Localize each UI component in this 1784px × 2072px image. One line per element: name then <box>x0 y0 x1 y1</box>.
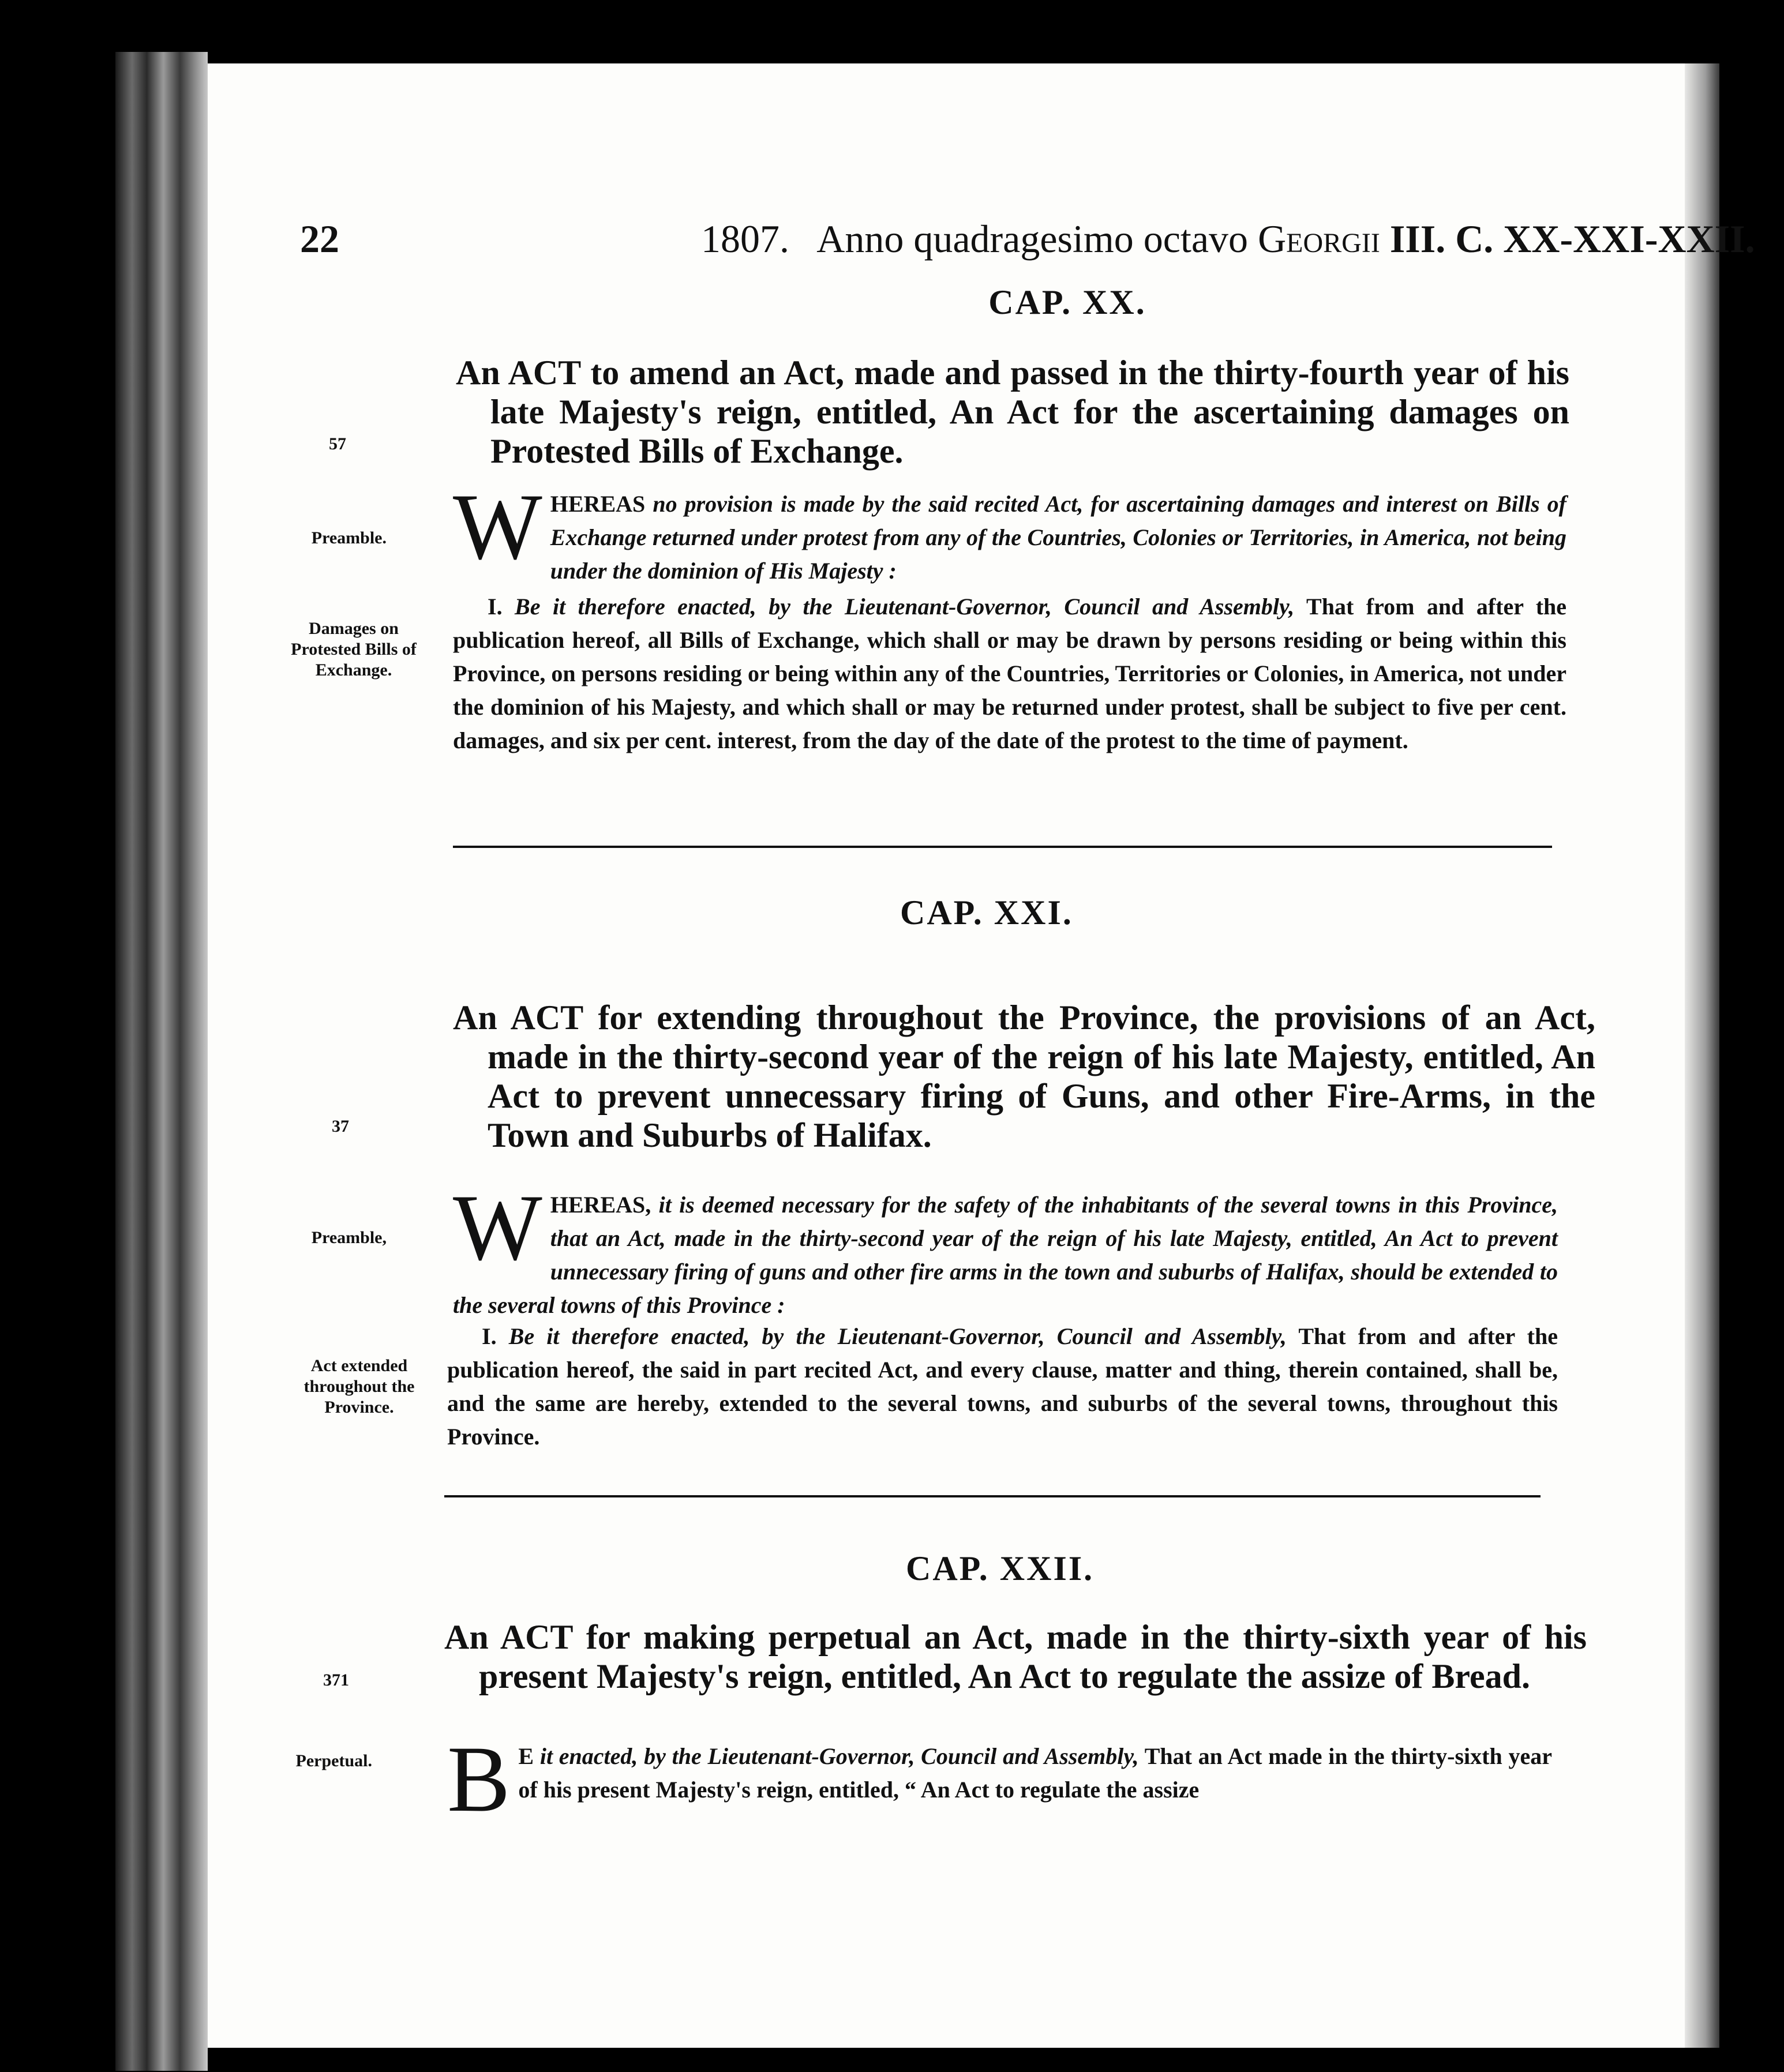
cap20-divider-rule <box>453 846 1552 848</box>
running-head-chapters: C. XX-XXI-XXII. <box>1455 217 1755 261</box>
cap20-title: An ACT to amend an Act, made and passed in the thirty-fourth year of his late Majesty's reign, entitled, An Act for the ascertaining damages on Protested Bills of Exchange. <box>456 354 1569 470</box>
cap21-margin-preamble: Preamble, <box>311 1228 387 1247</box>
cap21-preamble-lead: HEREAS, <box>550 1192 651 1218</box>
running-head <box>239 211 1755 274</box>
cap22-enact-lead: E <box>518 1743 534 1769</box>
cap21-dropcap: W <box>453 1176 542 1280</box>
cap20-enact-text: That from and after the publication hereof, all Bills of Exchange, which shall or may be drawn by persons residing or being within this Province, on persons residing or being within any of the Countries, Territories or Colonies, in America, not under the dominion of his Majesty, and which shall or may be returned under protest, shall be subject to five per cent. damages, and six per cent. interest, from the day of the date of the protest to the time of payment. <box>453 594 1567 753</box>
cap20-preamble-text: no provision is made by the said recited Act, for ascertaining damages and interest on Bills of Exchange returned under protest from any of the Countries, Colonies or Territories, in America, not being under the dominion of His Majesty : <box>550 491 1567 584</box>
cap22-enact-text: That an Act made in the thirty-sixth year of his present Majesty's reign, entitled, “ An Act to regulate the assize <box>518 1743 1552 1803</box>
cap20-heading: CAP. XX. <box>988 283 1146 321</box>
cap21-enactment <box>447 1320 1558 1454</box>
cap20-preamble <box>453 475 1567 588</box>
cap22-margin-ref: 371 <box>323 1671 349 1690</box>
cap21-title: An ACT for extending throughout the Province, the provisions of an Act, made in the thirty-second year of the reign of his late Majesty, entitled, An Act to prevent unnecessary firing of Guns, and other Fire-Arms, in the Town and Suburbs of Halifax. <box>453 999 1595 1154</box>
cap20-enactment <box>453 590 1566 757</box>
cap21-enact-text: That from and after the publication hereof, the said in part recited Act, and every clause, matter and thing, therein contained, shall be, and the same are hereby, extended to the several towns, and suburbs of the several towns, throughout this Province. <box>447 1323 1558 1450</box>
cap20-margin-ref: 57 <box>329 434 346 453</box>
cap22-margin-note: Perpetual. <box>295 1751 372 1770</box>
cap21-preamble <box>453 1176 1558 1322</box>
cap22-heading: CAP. XXII. <box>906 1549 1095 1587</box>
running-head-king: Georgii <box>1258 217 1380 261</box>
page-number: 22 <box>300 217 339 261</box>
running-head-year: 1807. <box>701 217 789 261</box>
running-head-text <box>701 216 1755 262</box>
running-head-regnal: III. <box>1389 217 1446 261</box>
cap22-enactment <box>447 1727 1552 1831</box>
cap20-margin-preamble: Preamble. <box>311 528 387 547</box>
running-head-anno: Anno quadragesimo octavo <box>816 217 1249 261</box>
cap20-enact-num: I. <box>488 594 503 620</box>
cap21-enact-num: I. <box>482 1323 497 1349</box>
cap22-title: An ACT for making perpetual an Act, made in the thirty-sixth year of his present Majesty's reign, entitled, An Act to regulate the assize of Bread. <box>444 1618 1587 1695</box>
cap20-dropcap: W <box>453 475 542 579</box>
cap20-preamble-lead: HEREAS <box>550 491 646 517</box>
cap22-dropcap: B <box>447 1727 511 1831</box>
cap21-enact-italic: Be it therefore enacted, by the Lieutenant-Governor, Council and Assembly, <box>508 1323 1287 1349</box>
cap21-preamble-text: it is deemed necessary for the safety of the inhabitants of the several towns in this Province, that an Act, made in the thirty-second year of the reign of his late Majesty, entitled, An Act to prevent unnecessary firing of guns and other fire arms in the town and suburbs of Halifax, should be extended to the several towns of this Province : <box>453 1192 1558 1318</box>
cap21-divider-rule <box>444 1495 1541 1497</box>
cap22-enact-italic: it enacted, by the Lieutenant-Governor, Council and Assembly, <box>539 1743 1139 1769</box>
cap20-enact-italic: Be it therefore enacted, by the Lieutenant-Governor, Council and Assembly, <box>515 594 1295 620</box>
book-binding-edge <box>115 52 208 2071</box>
cap21-margin-ref: 37 <box>332 1117 349 1136</box>
cap21-heading: CAP. XXI. <box>900 894 1073 932</box>
cap21-margin-note: Act extended throughout the Province. <box>303 1356 415 1417</box>
page-right-edge <box>1685 63 1719 2048</box>
cap20-margin-note: Damages on Protested Bills of Exchange. <box>291 619 417 680</box>
